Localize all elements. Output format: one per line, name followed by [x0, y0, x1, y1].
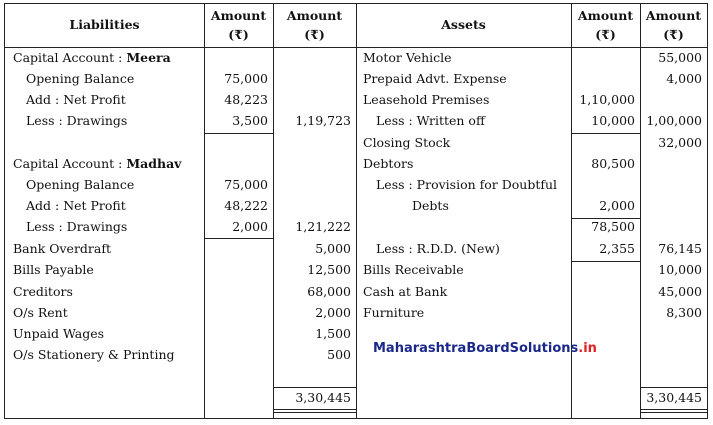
liability-total: 2,000: [315, 305, 351, 320]
liability-row-label: Opening Balance: [26, 71, 135, 86]
liability-total: 68,000: [307, 284, 351, 299]
currency-header: (₹): [595, 27, 616, 42]
assets-header: Assets: [441, 17, 486, 32]
liability-total: 12,500: [307, 262, 351, 277]
double-rule: [640, 412, 707, 413]
double-rule: [640, 409, 707, 410]
asset-row-label: Prepaid Advt. Expense: [363, 71, 507, 86]
asset-row-label: Bills Receivable: [363, 262, 464, 277]
asset-row-label: Less : Provision for Doubtful: [376, 177, 558, 192]
liability-row-label: Add : Net Profit: [26, 92, 126, 107]
asset-amount: 80,500: [591, 156, 635, 171]
asset-row-label: Debtors: [363, 156, 414, 171]
liability-row-label: Opening Balance: [26, 177, 135, 192]
double-rule: [273, 412, 356, 413]
liability-row-label: Less : Drawings: [26, 219, 128, 234]
liability-total: 1,21,222: [295, 219, 351, 234]
liability-amount: 48,222: [224, 198, 268, 213]
asset-total: 1,00,000: [646, 113, 702, 128]
liability-amount: 2,000: [232, 219, 268, 234]
asset-amount: 78,500: [591, 219, 635, 234]
subtotal-rule: [571, 133, 640, 134]
asset-row-label: Less : Written off: [376, 113, 485, 128]
asset-amount: 2,000: [599, 198, 635, 213]
amount-header: Amount: [645, 8, 702, 23]
asset-total: 45,000: [658, 284, 702, 299]
currency-header: (₹): [228, 27, 249, 42]
asset-amount: 10,000: [591, 113, 635, 128]
balance-sheet-table: [4, 3, 708, 419]
amount-header: Amount: [286, 8, 343, 23]
liability-row-label: Add : Net Profit: [26, 198, 126, 213]
asset-total: 10,000: [658, 262, 702, 277]
liability-amount: 75,000: [224, 177, 268, 192]
amount-header: Amount: [577, 8, 634, 23]
asset-row-label: Leasehold Premises: [363, 92, 490, 107]
liability-total: 1,19,723: [295, 113, 351, 128]
subtotal-rule: [204, 133, 273, 134]
currency-header: (₹): [304, 27, 325, 42]
liability-row-label: Bills Payable: [13, 262, 94, 277]
subtotal-rule: [204, 238, 273, 239]
watermark-logo: MaharashtraBoardSolutions.in: [373, 341, 597, 356]
liability-row-label: Capital Account : Meera: [13, 50, 171, 65]
asset-total: 32,000: [658, 135, 702, 150]
liability-row-label: Less : Drawings: [26, 113, 128, 128]
liabilities-grand-total: 3,30,445: [295, 390, 351, 405]
asset-amount: 2,355: [599, 241, 635, 256]
currency-header: (₹): [663, 27, 684, 42]
asset-row-label: Cash at Bank: [363, 284, 448, 299]
asset-row-label: Closing Stock: [363, 135, 451, 150]
amount-header: Amount: [210, 8, 267, 23]
asset-row-label: Debts: [412, 198, 449, 213]
asset-total: 55,000: [658, 50, 702, 65]
liability-row-label: Capital Account : Madhav: [13, 156, 182, 171]
liability-row-label: O/s Rent: [13, 305, 68, 320]
assets-grand-total: 3,30,445: [646, 390, 702, 405]
asset-total: 4,000: [666, 71, 702, 86]
liability-amount: 48,223: [224, 92, 268, 107]
liability-row-label: Creditors: [13, 284, 73, 299]
asset-amount: 1,10,000: [579, 92, 635, 107]
asset-total: 8,300: [666, 305, 702, 320]
liability-total: 5,000: [315, 241, 351, 256]
asset-row-label: Less : R.D.D. (New): [376, 241, 500, 256]
double-rule: [273, 409, 356, 410]
liability-row-label: O/s Stationery & Printing: [13, 347, 175, 362]
liability-row-label: Unpaid Wages: [13, 326, 105, 341]
liability-row-label: Bank Overdraft: [13, 241, 111, 256]
liability-total: 500: [327, 347, 351, 362]
subtotal-rule: [571, 261, 640, 262]
liability-amount: 75,000: [224, 71, 268, 86]
asset-total: 76,145: [658, 241, 702, 256]
liability-amount: 3,500: [232, 113, 268, 128]
liabilities-header: Liabilities: [69, 17, 140, 32]
asset-row-label: Motor Vehicle: [363, 50, 452, 65]
liability-total: 1,500: [315, 326, 351, 341]
asset-row-label: Furniture: [363, 305, 425, 320]
column-divider: [356, 4, 357, 418]
